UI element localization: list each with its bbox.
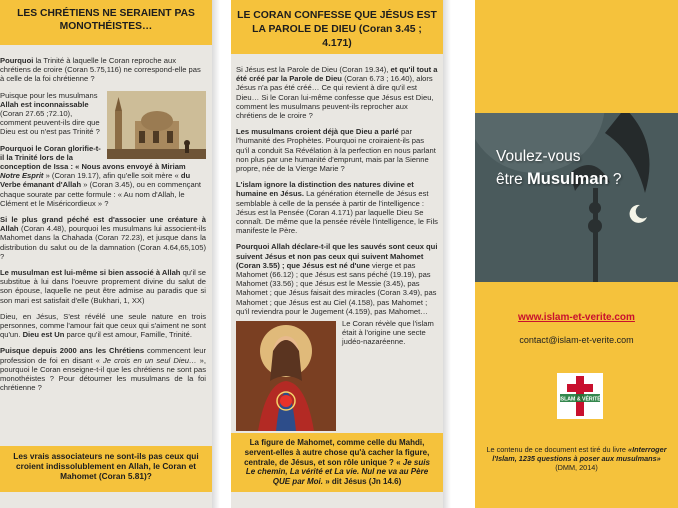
cross-logo-icon	[557, 373, 603, 419]
cover-headline: Voulez-vous être Musulman ?	[496, 148, 622, 188]
panel-left	[0, 0, 212, 508]
panel-left-content	[0, 56, 206, 400]
panel-divider-shadow	[443, 0, 451, 508]
panel-cover	[475, 0, 678, 508]
logo-text: ISLAM & VÉRITÉ	[559, 396, 601, 403]
cover-banner	[475, 113, 678, 282]
panel-middle	[231, 0, 443, 508]
paragraph-2: Les musulmans croient déjà que Dieu a parlé par l'humanité des Prophètes. Pourquoi ne croiraient-ils pas qu'il a conduit Sa Révélation à la perfection en nous parlant non plus par une humanité d'emprunt, mais par la Sienne propre, née de la Vierge Marie ?	[236, 127, 436, 174]
panel-middle-footer: La figure de Mahomet, comme celle du Mahdi, servent-elles à autre chose qu'à cacher la figure, centrale, de Jésus, et son rôle unique ? « Je suis Le chemin, La vérité et La vie. Nul ne va au Père QUE par Moi. » dit Jésus (Jn 14.6)	[231, 433, 443, 492]
paragraph-5: Le musulman est lui-même si bien associé à Allah qu'il se substitue à lui dans l'oeuvre proprement divine du salut de son épouse, laquelle ne peut être admise au paradis que si son mari est satisfait d'elle (Bukhari, 1, XX)	[0, 268, 206, 305]
panel-middle-content	[236, 65, 438, 433]
islam-et-verite-logo	[557, 373, 603, 419]
jesus-portrait	[236, 321, 336, 431]
sacred-heart-icon	[236, 321, 336, 431]
paragraph-1: Si Jésus est la Parole de Dieu (Coran 19.34), et qu'il tout a été créé par la Parole de Dieu (Coran 6.73 ; 16.40), alors Jésus n'a pas été créé… Ce qui revient à dire qu'il est Dieu… Si le Coran lui-même confesse que Jésus est Dieu, comment les musulmans peuvent-ils reprocher aux chrétiens de le croire ?	[236, 65, 438, 121]
paragraph-1: Pourquoi la Trinité à laquelle le Coran reproche aux chrétiens de croire (Coran 5.75,116) ne correspond-elle pas à celle de la foi chrétienne ?	[0, 56, 201, 84]
paragraph-2: Puisque pour les musulmans Allah est inconnaissable (Coran 27.65 ;72.10), comment peuvent-ils dire que Dieu est ou n'est pas Trinité ?	[0, 90, 100, 137]
paragraph-7: Puisque depuis 2000 ans les Chrétiens commencent leur profession de foi en disant « Je crois en un seul Dieu… », pourquoi le Coran enseigne-t-il que les chrétiens ne sont pas monothéistes ? Pour détourner les musulmans de la foi chrétienne ?	[0, 346, 206, 393]
panel-left-footer: Les vrais associateurs ne sont-ils pas ceux qui croient indissolublement en Allah, le Coran et Mahomet (Coran 5.81)?	[0, 446, 212, 492]
mosque-illustration-icon	[107, 91, 206, 159]
contact-email[interactable]: contact@islam-et-verite.com	[519, 335, 634, 345]
paragraph-6: Dieu, en Jésus, S'est révélé une seule nature en trois personnes, comme l'amour fait que ceux qui s'aiment ne sont qu'un. Dieu est Un parce qu'il est amour, Famille, Trinité.	[0, 311, 206, 340]
source-credit: Le contenu de ce document est tiré du livre «Interroger l'Islam, 1235 questions à poser aux musulmans» (DMM, 2014)	[486, 445, 667, 472]
paragraph-5: Le Coran révèle que l'islam était à l'origine une secte judéo-nazaréenne.	[342, 319, 434, 347]
website-link[interactable]: www.islam-et-verite.com	[518, 312, 635, 323]
paragraph-3: L'islam ignore la distinction des natures divine et humaine en Jésus. La génération éternelle de Jésus est semblable à celle de la pensée à partir de l'intelligence : Jésus est la Pensée (Coran 4.171) par laquelle Dieu Se connaît. De même que la pensée révèle l'intelligence, le Fils manifeste le Père.	[236, 180, 438, 236]
mosque-photo	[107, 91, 206, 159]
paragraph-4: Pourquoi Allah déclare-t-il que les sauvés sont ceux qui suivent Jésus et non pas ceux qui suivent Mahomet (Coran 3.55) ; que Jésus est né d'une vierge et pas Mahomet (66.12) ; que Jésus est sans péché (19.19), pas Mahomet (33.56) ; que Jésus est le Messie (3.45), pas Mahomet ; que Jésus faisait des miracles (Coran 3.49), pas Mahomet ; que Jésus est au Ciel (4.158), pas Mahomet ; qu'il reviendra pour le Jugement (4.159), pas Mahomet…	[236, 242, 438, 316]
paragraph-4: Si le plus grand péché est d'associer une créature à Allah (Coran 4.48), pourquoi les musulmans lui associent-ils Mahomet dans la Chahada (Coran 72.23), et jusque dans la distribution du salut ou de la damnation (Coran 4.64,65,105) ?	[0, 215, 206, 261]
panel-middle-title: LE CORAN CONFESSE QUE JÉSUS EST LA PAROLE DE DIEU (Coran 3.45 ; 4.171)	[231, 0, 443, 54]
panel-divider-shadow	[212, 0, 220, 508]
paragraph-3: Pourquoi le Coran glorifie-t-il la Trinité lors de la conception de Issa : « Nous avons envoyé à Miriam Notre Esprit » (Coran 19.17), afin qu'elle soit mère « du Verbe émanant d'Allah » (Coran 3.45), ou en commençant chaque sourate par cette formule : « Au nom d'Allah, le Clément et le Miséricordieux » ?	[0, 143, 202, 208]
crescent-silhouette-icon	[475, 113, 678, 282]
panel-left-title: LES CHRÉTIENS NE SERAIENT PAS MONOTHÉISTES…	[0, 0, 212, 45]
cover-top-band	[475, 0, 678, 113]
